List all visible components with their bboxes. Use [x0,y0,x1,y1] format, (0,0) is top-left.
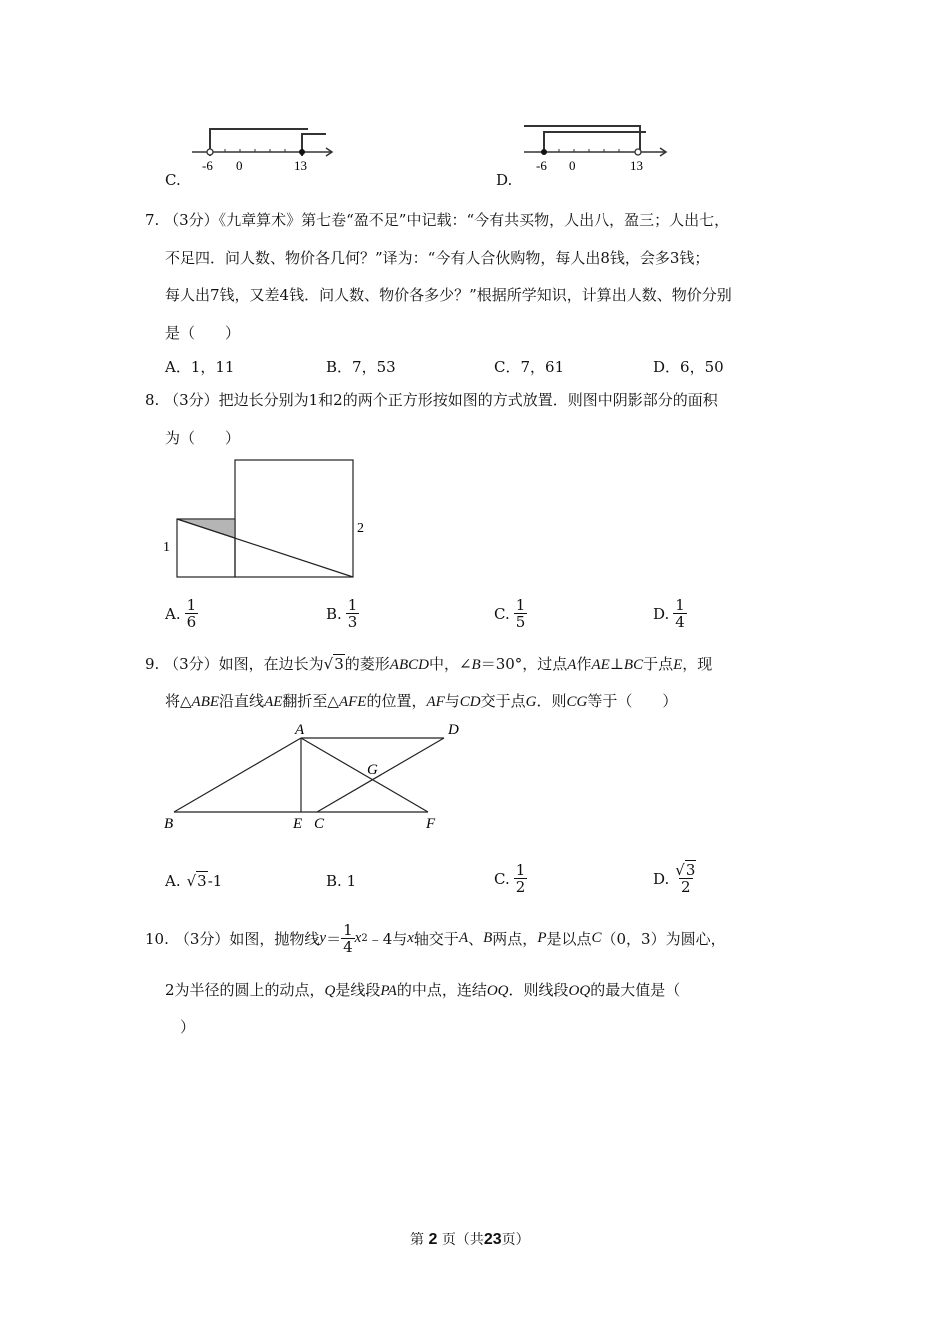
segment-CD [317,738,444,812]
option-label: C. [494,869,510,888]
q7-option-b[interactable] [326,357,396,377]
q6-option-d-numberline [522,122,672,174]
option-label: D. [653,604,670,623]
text: ．则线段 [508,981,569,999]
sqrt: √3 [186,872,207,890]
fraction [673,597,687,630]
option-label: B. [326,872,342,890]
var: OQ [486,983,509,999]
option-label: A. [165,604,181,623]
fraction [185,597,199,630]
var: E [673,657,683,673]
q6-option-d-label[interactable]: D. [496,171,513,189]
var: A [567,657,577,673]
fraction [673,862,698,895]
diagonal-line [177,519,353,577]
tick-label: 0 [569,158,576,173]
side-label-2: 2 [357,521,364,536]
question-number: 8. [145,391,160,409]
point-label-B: B [164,816,174,832]
var: BC [623,657,644,673]
side-label-1: 1 [163,540,170,555]
var: B [471,657,481,673]
var: PA [380,983,397,999]
option-label: D. [653,869,670,888]
question-score: （3分） [174,930,230,948]
segment-BA [174,738,301,812]
denominator: 4 [343,938,353,956]
var: Q [324,983,336,999]
q7-line-3: 每人出7钱，又差4钱．问人数、物价各多少？”根据所学知识，计算出人数、物价分别 [165,286,732,304]
page-number: 2 [428,1231,438,1248]
q8-figure [158,452,378,587]
segment-AF [301,738,428,812]
q9-figure [160,718,470,833]
var: AE [591,657,610,673]
radicand: 3 [334,655,344,673]
var: AF [426,694,445,710]
numerator: 1 [343,921,353,939]
option-label: D． [653,358,681,376]
q7-option-c[interactable] [494,357,564,377]
text: 的中点，连结 [396,981,487,999]
var: ABCD [389,657,429,673]
fraction [514,862,528,895]
numerator: 1 [675,596,685,614]
footer-text: 页（共 [441,1232,484,1248]
large-square [235,460,353,577]
var: CG [566,694,588,710]
question-score: （3分） [164,211,219,229]
q7-line-1 [145,210,729,230]
q10-line-3: ） [180,1018,196,1036]
option-label: B． [326,358,353,376]
text: ，现 [682,655,713,673]
text: ﹣4与 [367,930,408,948]
text: ＝ [326,930,342,948]
q8-line-2: 为（ ） [165,429,241,447]
tick-label: 13 [630,158,643,173]
denominator: 2 [515,878,526,896]
numerator: 1 [515,596,526,614]
question-number: 9. [145,655,160,673]
tick-label: 13 [294,158,307,173]
numerator: 1 [186,596,197,614]
text: 两点， [492,930,538,948]
closed-dot-13 [299,149,305,155]
var: x [354,930,362,946]
text: 是以点 [546,930,592,948]
q9-option-d[interactable] [653,862,698,895]
q8-option-a[interactable] [165,597,198,630]
q7-option-a[interactable] [165,357,234,377]
var: ABE [191,694,220,710]
question-score: （3分） [164,655,219,673]
text: 中，∠ [428,655,472,673]
open-dot-minus6 [207,149,213,155]
denominator: 3 [347,613,358,631]
question-number: 10. [145,929,169,948]
var: B [483,930,493,946]
footer-text: 页） [501,1232,530,1248]
option-text: -1 [207,872,223,890]
text: 是线段 [335,981,381,999]
point-label-E: E [293,816,303,832]
text: 于点 [643,655,674,673]
question-text: 把边长分别为1和2的两个正方形按如图的方式放置．则图中阴影部分的面积 [218,391,718,409]
page-total: 23 [483,1231,502,1248]
denominator: 2 [681,878,691,896]
exponent: 2 [361,933,368,944]
sqrt: √3 [323,655,344,673]
text: 与 [444,692,460,710]
option-text: 7，61 [520,358,565,376]
page-footer [410,1229,530,1249]
text: 的位置， [366,692,427,710]
text: ．则 [536,692,567,710]
point-label-F: F [426,816,436,832]
q10-line-2 [165,980,680,1001]
var: A [458,930,469,946]
q6-option-c-numberline [190,124,340,174]
text: 等于（ ） [587,692,678,710]
tick-label: 0 [236,158,243,173]
var: y [319,930,327,946]
text: ＝30°，过点 [480,655,568,673]
var: G [525,694,537,710]
text: 如图，抛物线 [229,930,320,948]
option-text: 7，53 [352,358,396,376]
radicand: 3 [685,861,696,879]
text: 如图，在边长为 [218,655,324,673]
q7-option-d[interactable] [653,357,724,377]
q8-option-c[interactable] [494,597,527,630]
text: 交于点 [480,692,526,710]
q9-line-1 [145,654,712,675]
denominator: 4 [675,613,685,631]
option-label: A． [165,358,191,376]
radicand: 3 [197,872,207,890]
option-text: 1 [346,872,357,890]
question-text: 《九章算术》第七卷“盈不足”中记载：“今有共买物，人出八，盈三；人出七， [218,211,730,229]
option-label: B. [326,604,342,623]
point-label-A: A [295,722,305,738]
question-score: （3分） [164,391,219,409]
option-text: 6，50 [680,358,724,376]
q10-line-1 [145,922,726,955]
var: AFE [338,694,367,710]
point-label-C: C [314,816,325,832]
text: 轴交于 [413,930,459,948]
q7-line-2: 不足四．问人数、物价各几何？”译为：“今有人合伙购物，每人出8钱，会多3钱； [165,249,710,267]
fraction [341,922,355,955]
text: 的菱形 [344,655,390,673]
point-label-D: D [448,722,459,738]
numerator: 1 [515,861,526,879]
text: 的最大值是（ [590,981,681,999]
option-text: 1，11 [190,358,235,376]
denominator: 5 [515,613,526,631]
point-label-G: G [367,762,378,778]
option-label: C． [494,358,521,376]
numerator: √3 [675,861,696,879]
var: CD [459,694,481,710]
closed-dot-minus6 [541,149,547,155]
q9-option-b[interactable] [326,872,356,890]
tick-label: -6 [536,158,547,173]
text: 、 [468,930,484,948]
q8-option-d[interactable] [653,597,687,630]
var: OQ [568,983,591,999]
option-label: C. [494,604,510,623]
option-label: A. [165,872,181,890]
tick-label: -6 [202,158,213,173]
text: （0，3）为圆心， [601,930,726,948]
text: 沿直线 [219,692,265,710]
q8-line-1 [145,390,718,410]
q9-option-c[interactable] [494,862,527,895]
q8-option-b[interactable] [326,597,359,630]
question-number: 7. [145,211,160,229]
text: 作 [576,655,592,673]
text: 翻折至△ [282,692,339,710]
text: 将△ [165,692,192,710]
denominator: 6 [186,613,197,631]
var: AE [264,694,283,710]
q6-option-c-label[interactable]: C. [165,171,181,189]
q9-option-a[interactable] [165,872,222,890]
fraction [514,597,528,630]
var: C [591,930,602,946]
var: x [407,930,414,946]
text: ⊥ [609,655,624,673]
numerator: 1 [347,596,358,614]
q9-line-2 [165,691,677,712]
text: 2为半径的圆上的动点， [165,981,325,999]
open-dot-13 [635,149,641,155]
fraction [346,597,360,630]
q7-line-4: 是（ ） [165,324,241,342]
var: P [537,930,547,946]
footer-text: 第 [410,1232,424,1248]
